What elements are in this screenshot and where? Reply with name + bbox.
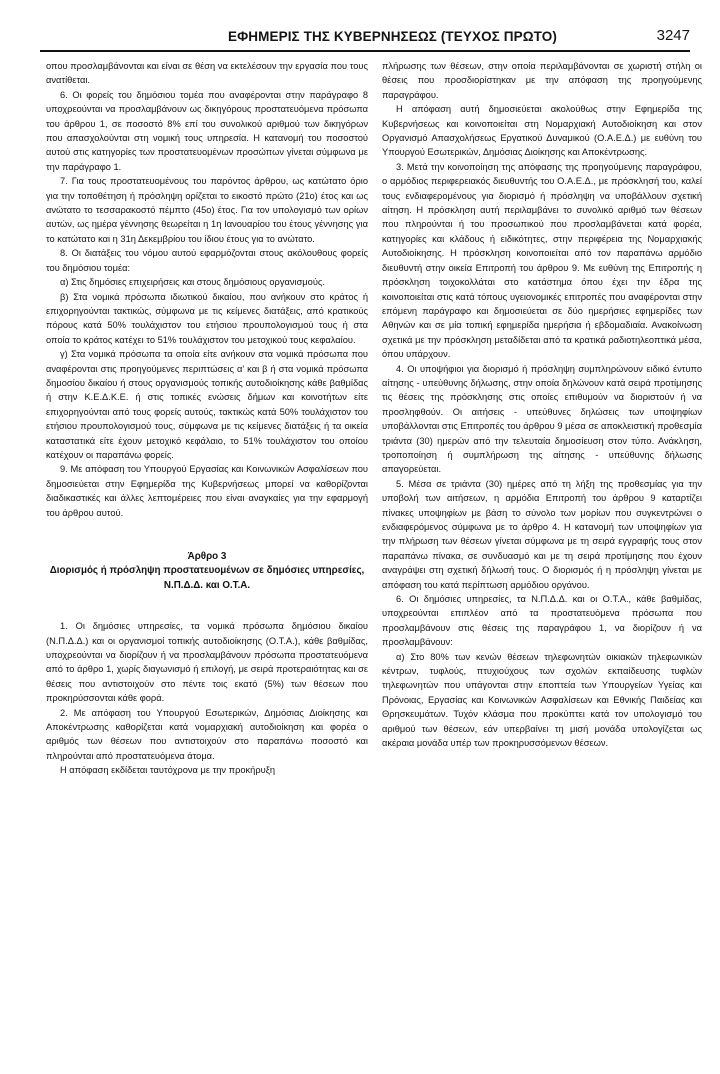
left-column [46, 59, 368, 1059]
article-heading [46, 550, 368, 593]
paragraph: 5. Μέσα σε τριάντα (30) ημέρες από τη λήξη της προθεσμίας για την υποβολή των αιτήσεων, η αρμόδια Επιτροπή του άρθρου 9 καταρτίζει πίνακες υποψηφίων με βάση το σύνολο των μορίων που συγκεντρώνει ο ενδιαφερόμενος σύμφωνα με το άρθρο 4. Η κατανομή των υποψηφίων για την πλήρωση των θέσεων γίνεται σύμφωνα με τη σειρά εγγραφής τους στον παραπάνω πίνακα, σε συνδυασμό και με τη σειρά προτίμησης που έχουν αναγράψει στη σχετική δήλωσή τους. Ο διορισμός ή η πρόσληψη γίνεται με απόφαση του κατά περίπτωση αρμόδιου οργάνου. [382, 478, 702, 590]
article-title: Άρθρο 3 [187, 551, 227, 562]
paragraph: 4. Οι υποψήφιοι για διορισμό ή πρόσληψη συμπληρώνουν ειδικό έντυπο αίτησης - υπεύθυνης δήλωσης, στην οποία δηλώνουν κατά σειρά προτίμησης τις θέσεις της πρόσκλησης στις οποίες επιθυμούν να διοριστούν ή να προσληφθούν. Οι αιτήσεις - υπεύθυνες δηλώσεις των υποψηφίων υποβάλλονται στις Επιτροπές του άρθρου 9 μέσα σε αποκλειστική προθεσμία τριάντα (30) ημερών από την τελευταία δημοσίευση στον τύπο. Ανάκληση, τροποποίηση ή συμπλήρωση της αίτησης - υπεύθυνης δήλωσης απαγορεύεται. [382, 363, 702, 475]
paragraph: γ) Στα νομικά πρόσωπα τα οποία είτε ανήκουν στα νομικά πρόσωπα που αναφέρονται στις προηγούμενες περιπτώσεις α' και β ή στα νομικά πρόσωπα δημοσίου δικαίου ή στους οργανισμούς τοπικής αυτοδιοίκησης κάθε βαθμίδας ή στην Κ.Ε.Δ.Κ.Ε. ή στις τοπικές ενώσεις δήμων και κοινοτήτων είτε επιχορηγούνται από τους φορείς αυτούς, τακτικώς κατά 50% τουλάχιστον του ετήσιου προυπολογισμού τους, σύμφωνα με τις κείμενες διατάξεις ή τα οικεία καταστατικά είτε έχουν μετοχικό κεφάλαιο, το 51% τουλάχιστον του οποίου κατέχουν οι παραπάνω φορείς. [46, 349, 368, 460]
paragraph: 6. Οι δημόσιες υπηρεσίες, τα Ν.Π.Δ.Δ. και οι Ο.Τ.Α., κάθε βαθμίδας, υποχρεούνται επιπλέον από τα προστατευόμενα πρόσωπα που προσλαμβάνουν στις θέσεις της παραγράφου 1, να διορίζουν ή να προσλαμβάνουν: [382, 594, 702, 648]
paragraph: πλήρωσης των θέσεων, στην οποία περιλαμβάνονται σε χωριστή στήλη οι θέσεις που προσδιορίστηκαν με την απόφαση της προηγούμενης παραγράφου. [382, 61, 702, 100]
paragraph: 1. Οι δημόσιες υπηρεσίες, τα νομικά πρόσωπα δημόσιου δικαίου (Ν.Π.Δ.Δ.) και οι οργανισμοί τοπικής αυτοδιοίκησης (Ο.Τ.Α.), κάθε βαθμίδας, υποχρεούνται να διορίζουν ή να προσλαμβάνουν πρόσωπα προστατευόμενα από το άρθρο 1, χωρίς διαγωνισμό ή επιλογή, με σειρά προτεραιότητας και σε θέσεις που αντιστοιχούν στο πέντε τοις εκατό (5%) των θέσεων που προκηρύσσονται κάθε φορά. [46, 621, 368, 704]
paragraph: Η απόφαση αυτή δημοσιεύεται ακολούθως στην Εφημερίδα της Κυβερνήσεως και κοινοποιείται στη Νομαρχιακή Αυτοδιοίκηση και στον Οργανισμό Απασχολήσεως Εργατικού Δυναμικού (Ο.Α.Ε.Δ.) με ευθύνη του Υπουργού Εσωτερικών, Δημόσιας Διοίκησης και Αποκέντρωσης. [382, 104, 702, 158]
paragraph: α) Στο 80% των κενών θέσεων τηλεφωνητών οικιακών τηλεφωνικών κέντρων, τυφλούς, πτυχιούχους των σχολών εκπαίδευσης τυφλών τηλεφωνητών που υπάγονται στην εποπτεία των Υπουργείων Υγείας και Πρόνοιας, Εργασίας και Κοινωνικών Ασφαλίσεων και Εθνικής Παιδείας και Θρησκευμάτων. Τυχόν κλάσμα που προκύπτει κατά τον υπολογισμό του αριθμού των θέσεων, εάν υπερβαίνει τη μισή μονάδα υπολογίζεται ως ακέραια μονάδα υπέρ των προκηρυσσόμενων θέσεων. [382, 651, 702, 749]
paragraph: 7. Για τους προστατευομένους του παρόντος άρθρου, ως κατώτατο όριο για την τοποθέτηση ή πρόσληψη ορίζεται το εικοστό πρώτο (21ο) έτος και ως ανώτατο το τεσσαρακοστό πέμπτο (45ο) έτος. Για τον υπολογισμό των ορίων αυτών, ως ημέρα γέννησης θεωρείται η 1η Ιανουαρίου του έτους γέννησης για το κατώτατο και η 31η Δεκεμβρίου του ίδιου έτους για το ανώτατο. [46, 176, 368, 244]
article-subtitle: Διορισμός ή πρόσληψη προστατευομένων σε δημόσιες υπηρεσίες, Ν.Π.Δ.Δ. και Ο.Τ.Α. [49, 565, 365, 591]
paragraph: Η απόφαση εκδίδεται ταυτόχρονα με την προκήρυξη [60, 765, 276, 776]
right-column [382, 59, 702, 1059]
paragraph: 3. Μετά την κοινοποίηση της απόφασης της προηγούμενης παραγράφου, ο αρμόδιος περιφερειακός διευθυντής του Ο.Α.Ε.Δ., με πρόσκλησή του, καλεί τους ενδιαφερομένους για διορισμό ή πρόσληψη να υποβάλλουν σχετική αίτηση. Η πρόσκληση αυτή περιλαμβάνει το συνολικό αριθμό των θέσεων που πληρούνται ή του προσωπικού που προσλαμβάνεται κατά φορέα, κατηγορίες και κλάδους ή ειδικότητες, στην περιφέρεια της Νομαρχιακής Αυτοδιοίκησης. Η πρόσκληση κοινοποιείται από τον παραπάνω αρμόδιο διευθυντή στην οικεία Επιτροπή του άρθρου 9. Με ευθύνη της Επιτροπής η πρόσκληση τοιχοκολλάται στο κατάστημα όπου έχει την έδρα της κοινοποιείται στις κατά τόπους υγειονομικές επιτροπές που αναφέρονται στην επόμενη παράγραφο και δημοσιεύεται σε δύο ημερήσιες εφημερίδες των Αθηνών και σε μία τοπική εφημερίδα ημερήσια ή εβδομαδιαία. Ανακοίνωση σχετικά με την πρόσκληση μεταδίδεται από τα κρατικά ραδιοτηλεοπτικά μέσα, όπου υπάρχουν. [382, 161, 702, 360]
paragraph: α) Στις δημόσιες επιχειρήσεις και στους δημόσιους οργανισμούς. [60, 277, 325, 288]
paragraph: β) Στα νομικά πρόσωπα ιδιωτικού δικαίου, που ανήκουν στο κράτος ή επιχορηγούνται τακτικώς, σύμφωνα με τις κείμενες διατάξεις, από κρατικούς πόρους κατά 50% τουλάχιστον του ετήσιου προυπολογισμού τους ή στα οποία το κράτος κατέχει το 51% τουλάχιστον του μετοχικού τους κεφαλαίου. [46, 291, 368, 345]
paragraph: 8. Οι διατάξεις του νόμου αυτού εφαρμόζονται στους ακόλουθους φορείς του δημόσιου τομέα: [46, 248, 368, 273]
paragraph: οπου προσλαμβάνονται και είναι σε θέση να εκτελέσουν την εργασία που τους ανατίθεται. [46, 61, 368, 86]
page-number: 3247 [656, 27, 690, 44]
paragraph: 2. Με απόφαση του Υπουργού Εσωτερικών, Δημόσιας Διοίκησης και Αποκέντρωσης καθορίζεται κατά νομαρχιακή αυτοδιοίκηση και φορέα ο αριθμός των θέσεων που αντιστοιχούν στο παραπάνω ποσοστό και πληρούνται από προστατευόμενα άτομα. [46, 707, 368, 761]
gazette-title: ΕΦΗΜΕΡΙΣ ΤΗΣ ΚΥΒΕΡΝΗΣΕΩΣ (ΤΕΥΧΟΣ ΠΡΩΤΟ) [228, 29, 557, 44]
page-header [40, 26, 690, 52]
paragraph: 9. Με απόφαση του Υπουργού Εργασίας και Κοινωνικών Ασφαλίσεων που δημοσιεύεται στην Εφημερίδα της Κυβερνήσεως μπορεί να καθορίζονται διαδικαστικές και άλλες λεπτομέρειες που είναι αναγκαίες για την εφαρμογή του άρθρου αυτού. [46, 464, 368, 518]
paragraph: 6. Οι φορείς του δημόσιου τομέα που αναφέρονται στην παράγραφο 8 υποχρεούνται να προσλαμβάνουν ως δικηγόρους προστατευόμενα πρόσωπα του άρθρου 1, σε ποσοστό 8% επί του συνολικού αριθμού των δικηγόρων που απασχολούνται στη νομική τους υπηρεσία. Η κατανομή του ποσοστού αυτού στις κατηγορίες των προστατευομένων προσώπων γίνεται σύμφωνα με την παράγραφο 1. [46, 89, 368, 172]
